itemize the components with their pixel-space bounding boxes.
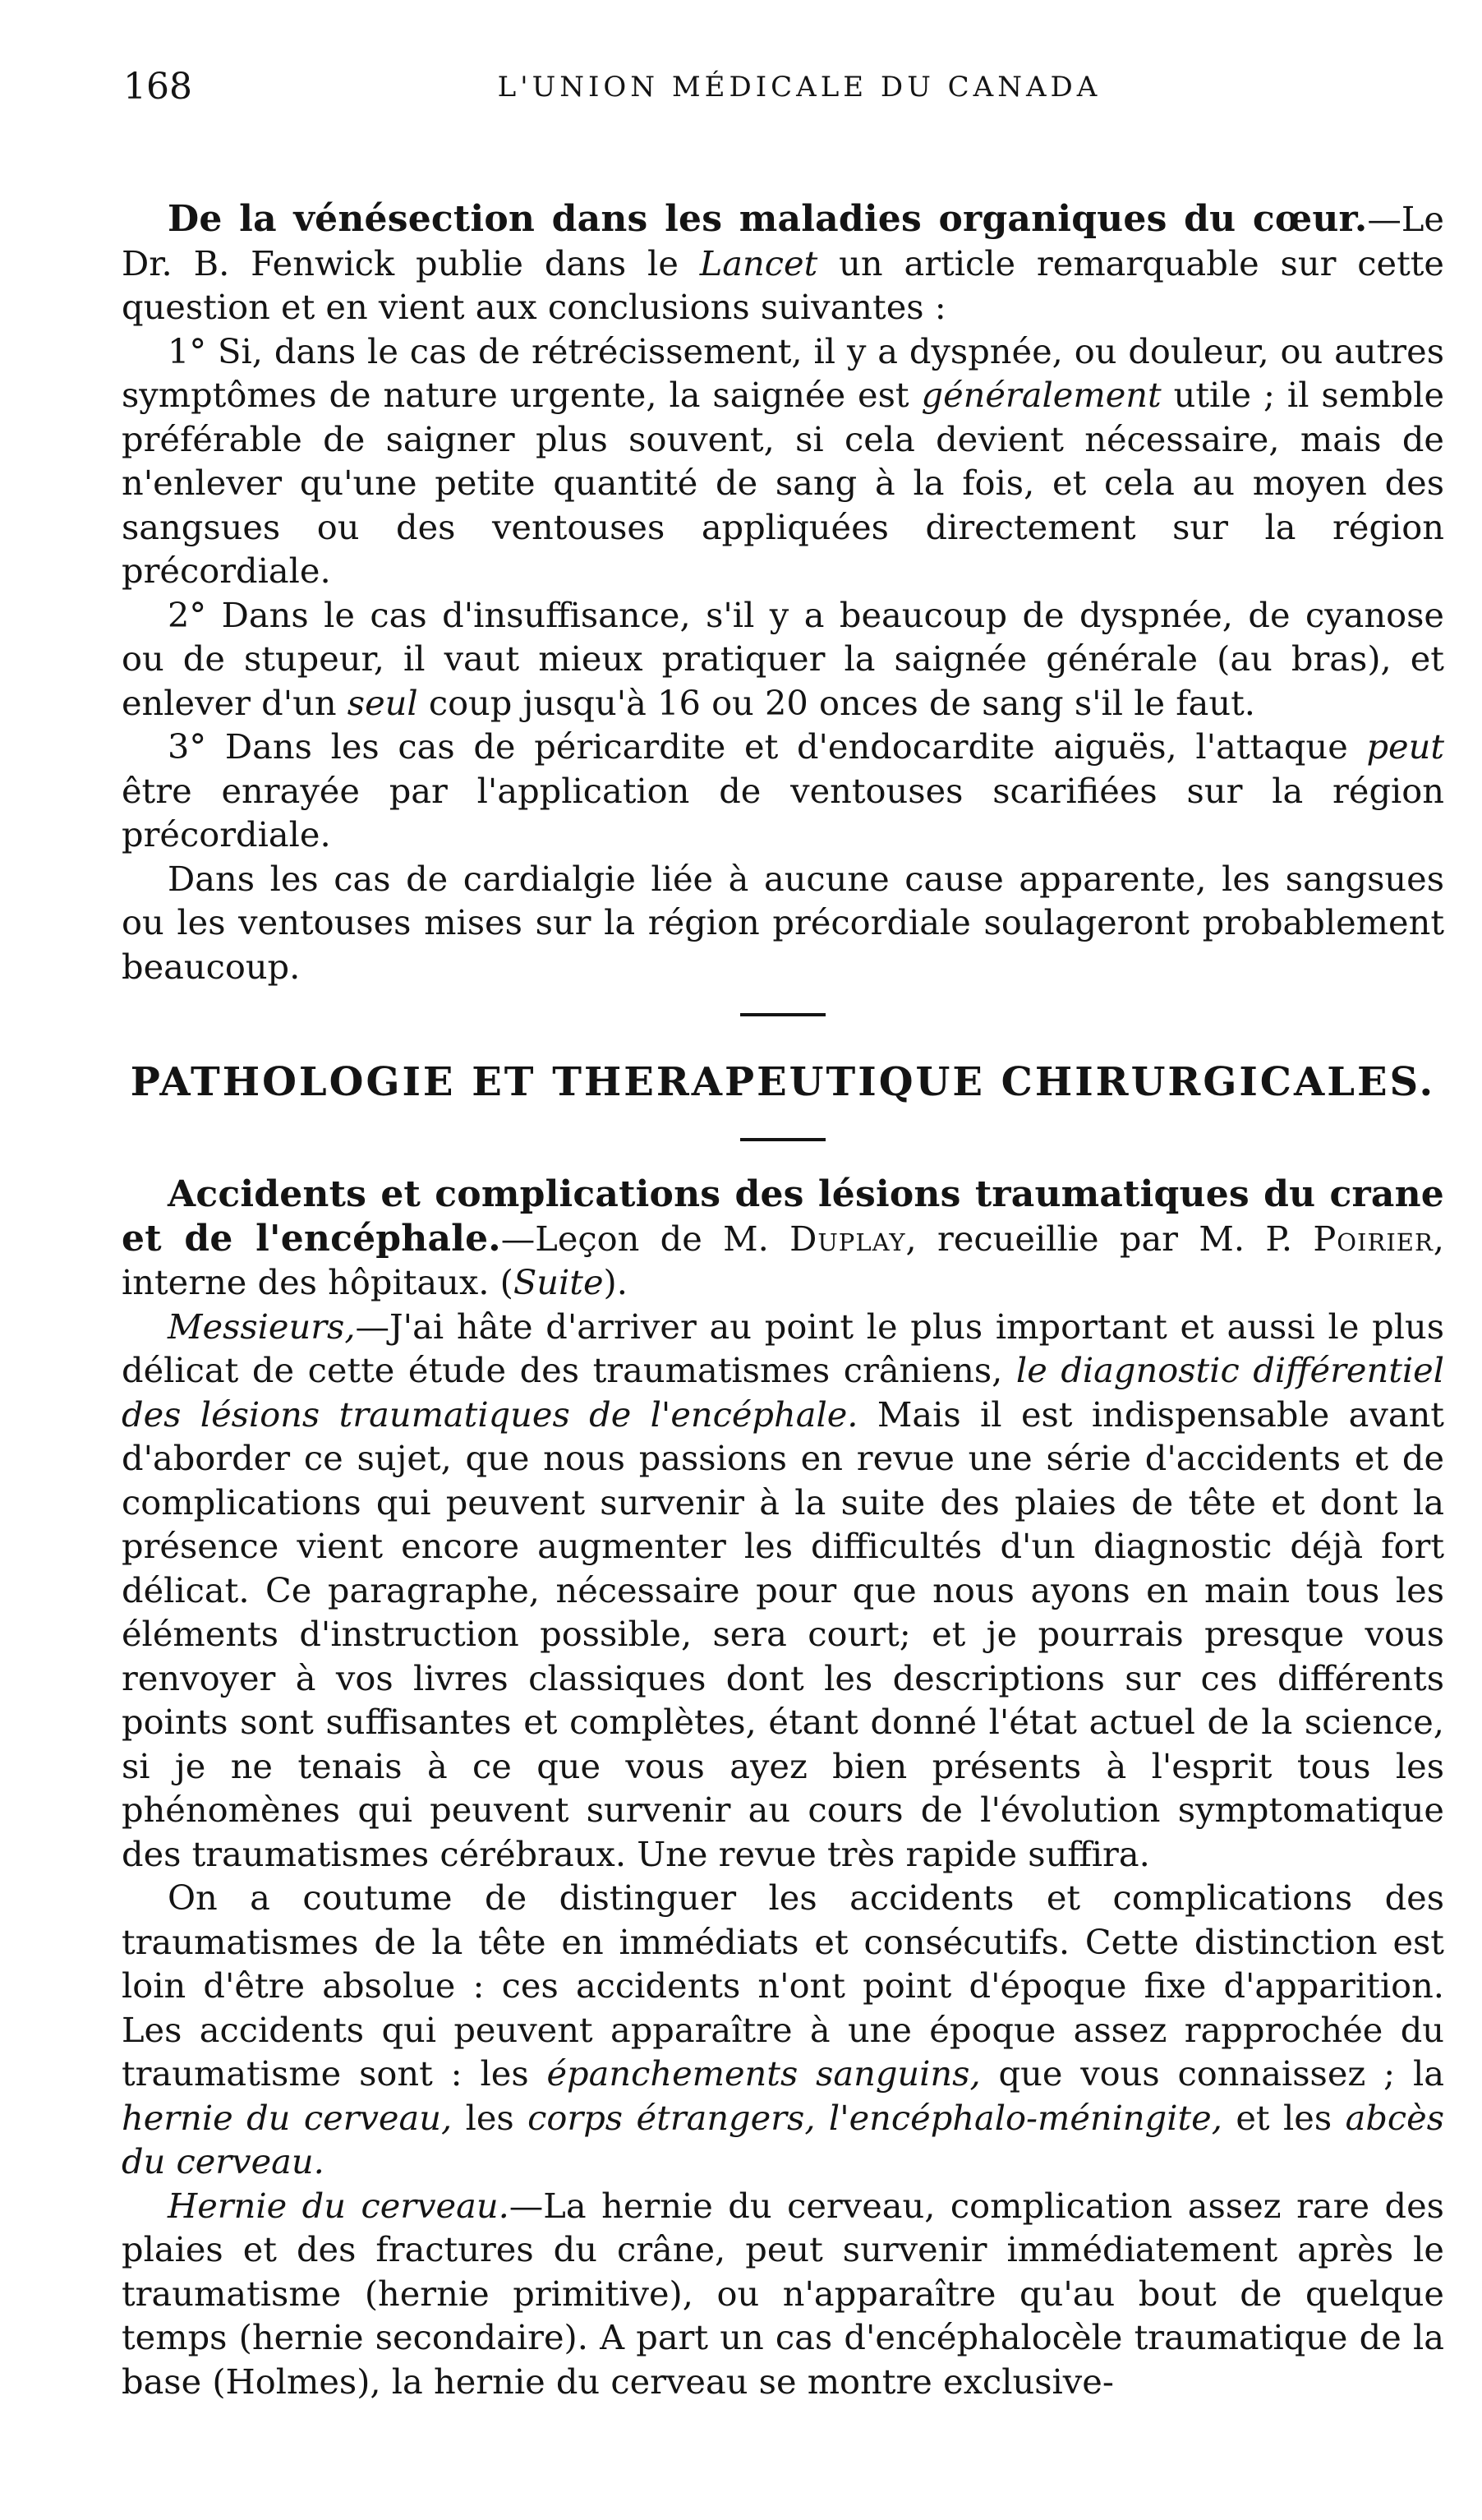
conclusion-2: 2° Dans le cas d'insuffisance, s'il y a beaucoup de dyspnée, de cyanose ou de stupeur, il vaut mieux pratiquer la saignée générale (au bras), et enlever d'un seul coup jusqu'à 16 ou 20 onces de sang s'il le faut. [122, 594, 1444, 723]
running-title: L'UNION MÉDICALE DU CANADA [497, 71, 1102, 104]
conclusion-1: 1° Si, dans le cas de rétrécissement, il y a dyspnée, ou douleur, ou autres symptômes de nature urgente, la saignée est généralement utile ; il semble préférable de saigner plus souvent, si cela devient nécessaire, mais de n'enlever qu'une petite quantité de sang à la fois, et cela au moyen des sangsues ou des ventouses appliquées directement sur la région précordiale. [122, 330, 1445, 591]
section-divider-top [740, 1013, 826, 1016]
recorder-name: Poirier [1313, 1218, 1434, 1259]
article-heading: De la vénésection dans les maladies organiques du cœur. [168, 198, 1368, 240]
author-name: Duplay [789, 1218, 906, 1259]
lesson-heading: Accidents et complications des lésions traumatiques du crane et de l'encéphale. [122, 1173, 1444, 1260]
article-venesection [122, 197, 1444, 988]
article-intro: De la vénésection dans les maladies organiques du cœur.—Le Dr. B. Fenwick publie dans le Lancet un article remarquable sur cette question et en vient aux conclusions suivantes : [122, 198, 1444, 327]
lesson-paragraph-2: On a coutume de distinguer les accidents et complications des traumatismes de la tête en immédiats et consécutifs. Cette distinction est loin d'être absolue : ces accidents n'ont point d'époque fixe d'apparition. Les accidents qui peuvent apparaître à une époque assez rapprochée du traumatisme sont : les épanchements sanguins, que vous connaissez ; la hernie du cerveau, les corps étrangers, l'encéphalo-méningite, et les abcès du cerveau. [122, 1877, 1445, 2181]
conclusion-3: 3° Dans les cas de péricardite et d'endocardite aiguës, l'attaque peut être enrayée par l'application de ventouses scarifiées sur la région précordiale. [122, 726, 1444, 855]
lesson-paragraph-1: Messieurs,—J'ai hâte d'arriver au point le plus important et aussi le plus délicat de cette étude des traumatismes crâniens, le diagnostic différentiel des lésions traumatiques de l'encéphale. Mais il est indispensable avant d'aborder ce sujet, que nous passions en revue une série d'accidents et de complications qui peuvent survenir à la suite des plaies de tête et dont la présence vient encore augmenter les difficultés d'un diagnostic déjà fort délicat. Ce paragraphe, nécessaire pour que nous ayons en main tous les éléments d'instruction possible, sera court; et je pourrais presque vous renvoyer à vos livres classiques dont les descriptions sur ces différents points sont suffisantes et complètes, étant donné l'état actuel de la science, si je ne tenais à ce que vous ayez bien présents à l'esprit tous les phénomènes qui peuvent survenir au cours de l'évolution symptomatique des traumatismes cérébraux. Une revue très rapide suffira. [122, 1306, 1444, 1874]
journal-name: Lancet [699, 242, 818, 283]
page-number: 168 [123, 66, 192, 108]
lesson-intro: Accidents et complications des lésions traumatiques du crane et de l'encéphale.—Leçon de M. Duplay, recueillie par M. P. Poirier, interne des hôpitaux. (Suite). [122, 1173, 1444, 1302]
section-title: PATHOLOGIE ET THERAPEUTIQUE CHIRURGICALES. [130, 1059, 1436, 1105]
lesson-paragraph-3: Hernie du cerveau.—La hernie du cerveau, complication assez rare des plaies et des fractures du crâne, peut survenir immédiatement après le traumatisme (hernie primitive), ou n'apparaître qu'au bout de quelque temps (hernie secondaire). A part un cas d'encéphalocèle traumatique de la base (Holmes), la hernie du cerveau se montre exclusive- [122, 2185, 1444, 2402]
section-divider-bottom [740, 1138, 826, 1141]
conclusion-4: Dans les cas de cardialgie liée à aucune cause apparente, les sangsues ou les ventouses mises sur la région précordiale soulageront probablement beaucoup. [122, 858, 1444, 987]
article-cranial-lesions [122, 1172, 1444, 2403]
page-header [122, 53, 1444, 108]
